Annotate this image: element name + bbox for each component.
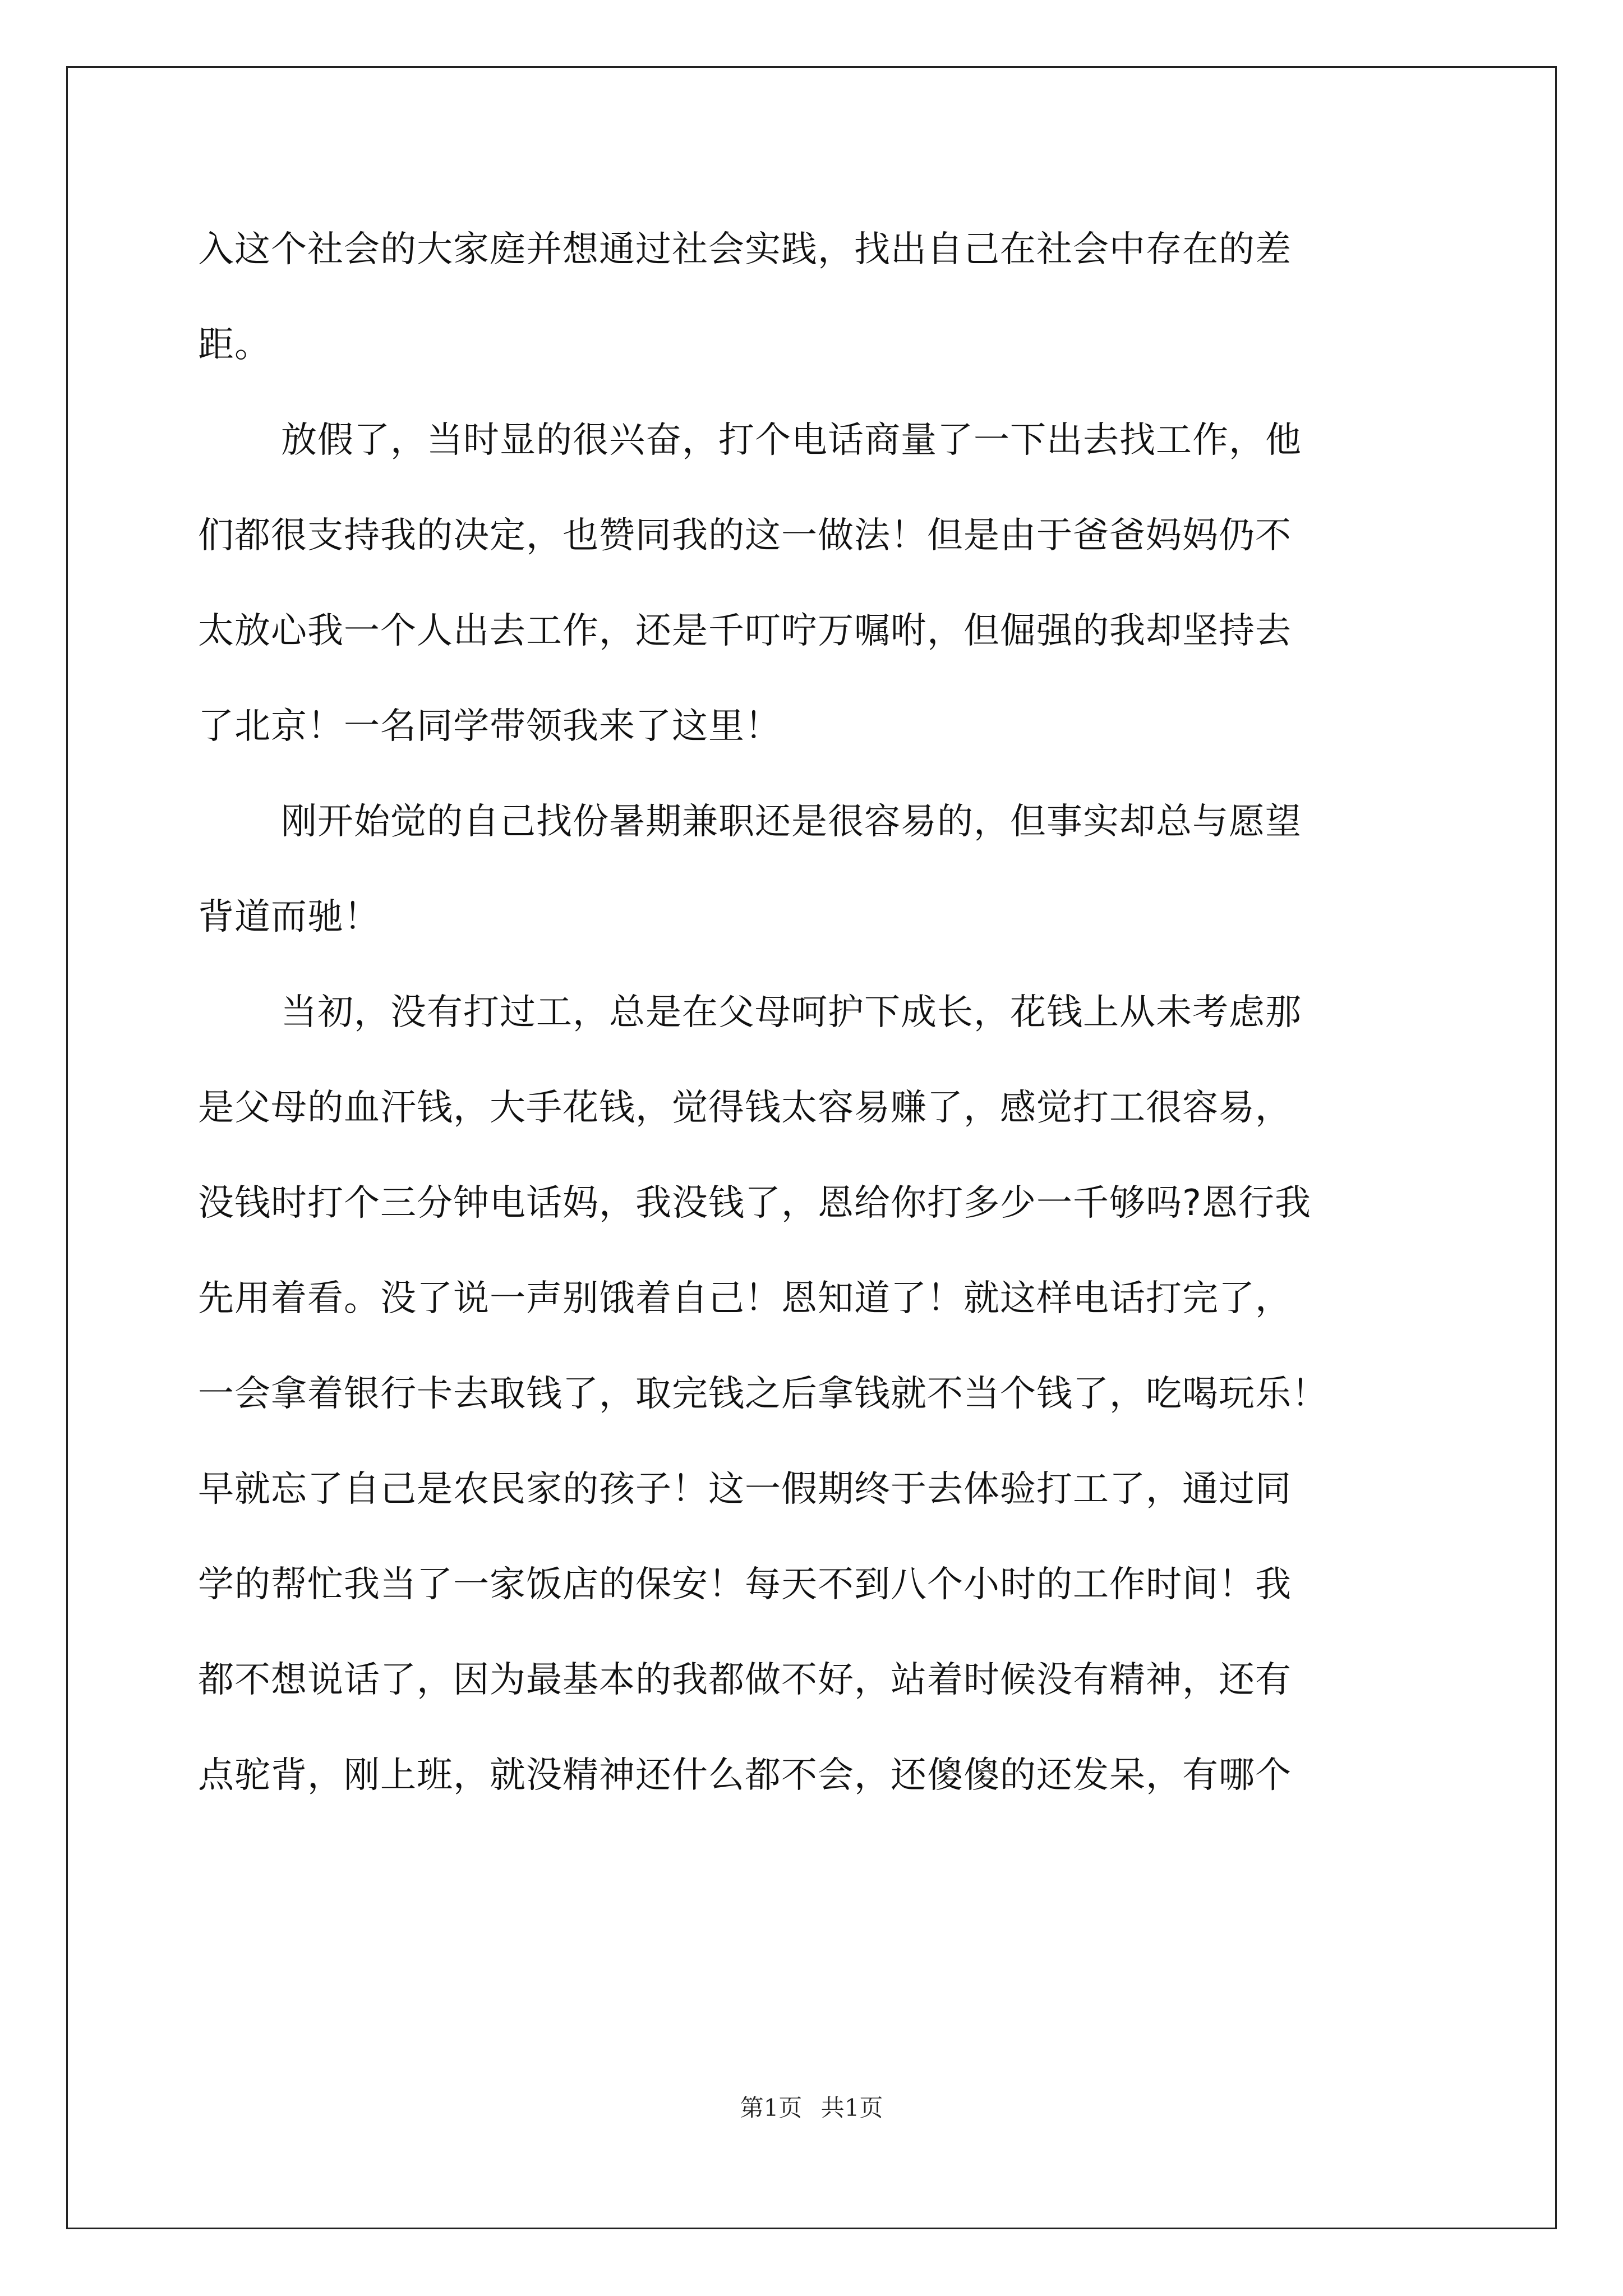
text-line: 早就忘了自己是农民家的孩子！这一假期终于去体验打工了，通过同 bbox=[198, 1469, 1292, 1510]
text-line: 们都很支持我的决定，也赞同我的这一做法！但是由于爸爸妈妈仍不 bbox=[198, 515, 1292, 556]
paragraph-first-line: 刚开始觉的自己找份暑期兼职还是很容易的，但事实却总与愿望 bbox=[281, 801, 1302, 843]
text-line: 一会拿着银行卡去取钱了，取完钱之后拿钱就不当个钱了，吃喝玩乐！ bbox=[198, 1373, 1328, 1415]
text-line: 学的帮忙我当了一家饭店的保安！每天不到八个小时的工作时间！我 bbox=[198, 1564, 1292, 1605]
text-line: 都不想说话了，因为最基本的我都做不好，站着时候没有精神，还有 bbox=[198, 1659, 1292, 1701]
text-line: 没钱时打个三分钟电话妈，我没钱了，恩给你打多少一千够吗?恩行我 bbox=[198, 1182, 1311, 1224]
paragraph-first-line: 放假了，当时显的很兴奋，打个电话商量了一下出去找工作，他 bbox=[281, 420, 1302, 461]
page-total: 共1页 bbox=[820, 2094, 883, 2122]
paragraph-first-line: 当初，没有打过工，总是在父母呵护下成长，花钱上从未考虑那 bbox=[281, 992, 1302, 1033]
text-line: 是父母的血汗钱，大手花钱，觉得钱太容易赚了，感觉打工很容易， bbox=[198, 1087, 1292, 1129]
text-line: 背道而驰！ bbox=[198, 896, 380, 938]
text-line: 太放心我一个人出去工作，还是千叮咛万嘱咐，但倔强的我却坚持去 bbox=[198, 610, 1292, 652]
page-footer bbox=[0, 2090, 1623, 2123]
text-line: 距。 bbox=[198, 324, 271, 366]
text-line: 点驼背，刚上班，就没精神还什么都不会，还傻傻的还发呆，有哪个 bbox=[198, 1755, 1292, 1796]
text-line: 先用着看。没了说一声别饿着自己！恩知道了！就这样电话打完了， bbox=[198, 1278, 1292, 1319]
document-body bbox=[198, 202, 1454, 1823]
page-number: 第1页 bbox=[740, 2094, 803, 2122]
text-line: 入这个社会的大家庭并想通过社会实践，找出自己在社会中存在的差 bbox=[198, 229, 1292, 270]
text-line: 了北京！一名同学带领我来了这里！ bbox=[198, 706, 781, 747]
